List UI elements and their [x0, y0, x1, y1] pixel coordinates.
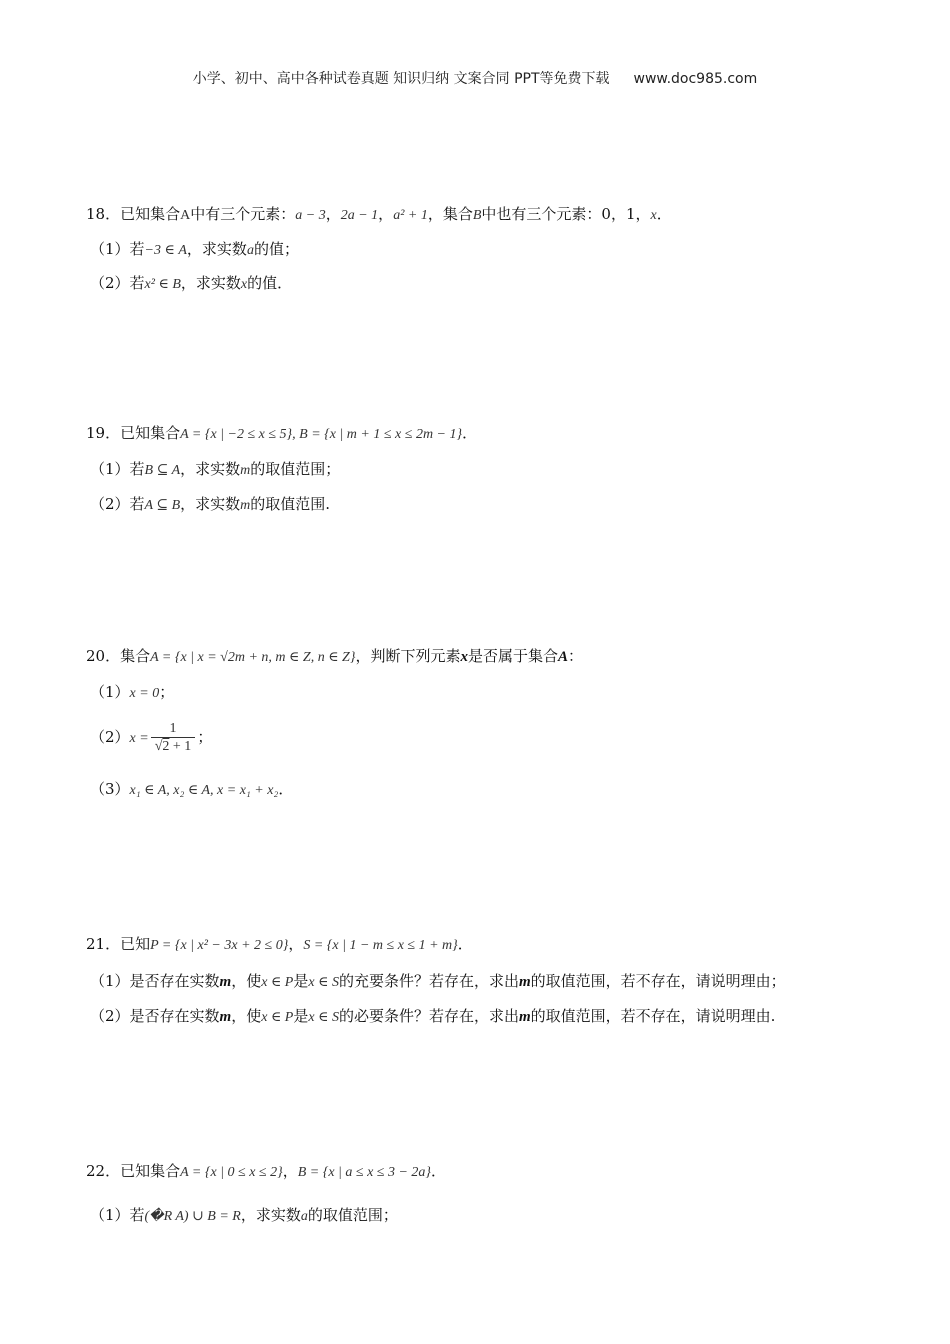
math-expr: x ∈ P — [261, 1010, 294, 1025]
q20-text: 集合 — [120, 647, 151, 665]
sub-label: （2）若 — [90, 495, 145, 513]
q20-text: ，判断下列元素 — [355, 647, 461, 665]
q18-number: 18． — [86, 205, 121, 223]
q21-sep: ， — [288, 935, 304, 953]
q21-end: ． — [457, 935, 473, 953]
denominator-rest: + 1 — [169, 738, 192, 754]
sub-label: （1）是否存在实数 — [90, 972, 220, 990]
q22-stem — [86, 1160, 446, 1184]
math-expr: A = {x | x = √2 — [150, 650, 235, 665]
sub-text: ，求实数 — [180, 495, 241, 513]
q22-sep: ， — [282, 1162, 298, 1180]
math-expr: B = {x | a ≤ x ≤ 3 − 2a} — [297, 1165, 432, 1180]
sub-text: 的取值范围，若不存在，请说明理由. — [530, 1007, 776, 1025]
q20-sub-3 — [90, 778, 293, 802]
q21-sub-2 — [90, 1005, 775, 1029]
sub-text: ，使 — [231, 1007, 262, 1025]
sub-label: （1）若 — [90, 460, 145, 478]
sub-text: 的值． — [247, 274, 293, 292]
math-var: m — [240, 463, 251, 478]
header-text: 小学、初中、高中各种试卷真题 知识归纳 文案合同 PPT等免费下载 — [192, 71, 610, 87]
sub-text: 的取值范围； — [250, 460, 341, 478]
math-expr: x = — [129, 731, 149, 746]
sub-text: ，使 — [231, 972, 262, 990]
math-expr: x ∈ S — [308, 975, 339, 990]
q22-text: 已知集合 — [120, 1162, 181, 1180]
sub-label: （2）若 — [90, 274, 145, 292]
math-expr: −3 ∈ A — [144, 243, 187, 258]
sub-label: （1）若 — [90, 1206, 145, 1224]
sub-text: ，求实数 — [186, 240, 247, 258]
math-expr: x₁ ∈ A, x₂ ∈ A, x = x₁ + x₂ — [129, 783, 279, 798]
q18-text: 中有三个元素： — [190, 205, 296, 223]
q18-end: ． — [656, 205, 672, 223]
sub-label: （1）若 — [90, 240, 145, 258]
math-expr: (�R A) ∪ B = R — [144, 1209, 241, 1224]
q21-number: 21． — [86, 935, 121, 953]
header-url[interactable]: www.doc985.com — [633, 71, 758, 87]
q18-text: 中也有三个元素：0，1， — [481, 205, 651, 223]
math-var: m — [219, 974, 232, 990]
sub-text: 的充要条件？若存在，求出 — [338, 972, 519, 990]
sub-text: 是 — [293, 1007, 309, 1025]
sub-label: （2）是否存在实数 — [90, 1007, 220, 1025]
q21-stem — [86, 933, 473, 957]
sub-text: 的值； — [253, 240, 299, 258]
q20-text: 是否属于集合 — [467, 647, 558, 665]
sub-label: （1） — [90, 683, 130, 701]
math-var: m — [219, 1009, 232, 1025]
q22-end: ． — [431, 1162, 447, 1180]
q20-number: 20． — [86, 647, 121, 665]
q18-sep: ， — [325, 205, 341, 223]
q18-sub-1 — [90, 238, 299, 262]
q19-sub-1 — [90, 458, 340, 482]
q18-stem — [86, 203, 672, 227]
page-header — [0, 68, 950, 88]
sub-text: ． — [278, 780, 294, 798]
sub-text: 的取值范围； — [307, 1206, 398, 1224]
sub-text: ，求实数 — [180, 460, 241, 478]
q18-text: 已知集合 — [120, 205, 181, 223]
q19-number: 19． — [86, 424, 121, 442]
math-expr: B ⊆ A — [144, 463, 181, 478]
fraction — [151, 721, 196, 756]
q18-sub-2 — [90, 272, 292, 296]
q20-sub-2 — [90, 717, 212, 759]
q22-number: 22． — [86, 1162, 121, 1180]
math-expr: A = {x | 0 ≤ x ≤ 2} — [180, 1165, 283, 1180]
math-var: A — [557, 649, 568, 665]
q20-text: ： — [568, 647, 584, 665]
sub-text: ； — [159, 683, 175, 701]
q18-element-2: 2a − 1 — [340, 208, 379, 223]
math-expr: m + n, m ∈ Z, n ∈ Z} — [234, 650, 356, 665]
fraction-numerator: 1 — [151, 721, 196, 738]
q18-element-x: x — [650, 208, 657, 223]
q20-stem — [86, 645, 583, 669]
q21-sub-1 — [90, 970, 786, 994]
math-expr: A ⊆ B — [144, 498, 181, 513]
q18-text: ，集合 — [427, 205, 473, 223]
sub-label: （2） — [90, 728, 130, 746]
sqrt-sign: √ — [154, 738, 163, 754]
math-expr: A = {x | −2 ≤ x ≤ 5}, B = {x | m + 1 ≤ x ≤ 2m − 1} — [180, 427, 463, 442]
fraction-denominator — [151, 738, 196, 756]
q19-text: 已知集合 — [120, 424, 181, 442]
math-expr: x ∈ S — [308, 1010, 339, 1025]
math-expr: x² ∈ B — [144, 277, 181, 292]
math-expr: x = 0 — [129, 686, 160, 701]
sub-text: 是 — [293, 972, 309, 990]
q21-text: 已知 — [120, 935, 151, 953]
sub-text: ； — [197, 728, 213, 746]
math-var: x — [460, 649, 468, 665]
math-expr: P = {x | x² − 3x + 2 ≤ 0} — [150, 938, 289, 953]
math-var: a — [300, 1209, 308, 1224]
q20-sub-1 — [90, 681, 174, 705]
sub-text: 的取值范围. — [250, 495, 331, 513]
sub-text: 的必要条件？若存在，求出 — [338, 1007, 519, 1025]
q18-set-a: A — [180, 208, 191, 223]
math-expr: x ∈ P — [261, 975, 294, 990]
math-expr: S = {x | 1 − m ≤ x ≤ 1 + m} — [303, 938, 458, 953]
math-var: m — [240, 498, 251, 513]
math-var: x — [240, 277, 248, 292]
sub-text: ，求实数 — [180, 274, 241, 292]
math-var: m — [518, 974, 531, 990]
sub-label: （3） — [90, 780, 130, 798]
q22-sub-1 — [90, 1204, 398, 1228]
sqrt-radicand: 2 — [162, 738, 170, 754]
sub-text: ，求实数 — [240, 1206, 301, 1224]
math-var: m — [518, 1009, 531, 1025]
q18-element-1: a − 3 — [295, 208, 326, 223]
q19-end: ． — [462, 424, 478, 442]
q18-set-b: B — [472, 208, 482, 223]
q18-sep: ， — [378, 205, 394, 223]
q19-stem — [86, 422, 477, 446]
math-var: a — [246, 243, 254, 258]
sub-text: 的取值范围，若不存在，请说明理由； — [530, 972, 786, 990]
q19-sub-2 — [90, 493, 330, 517]
q18-element-3: a² + 1 — [393, 208, 428, 223]
